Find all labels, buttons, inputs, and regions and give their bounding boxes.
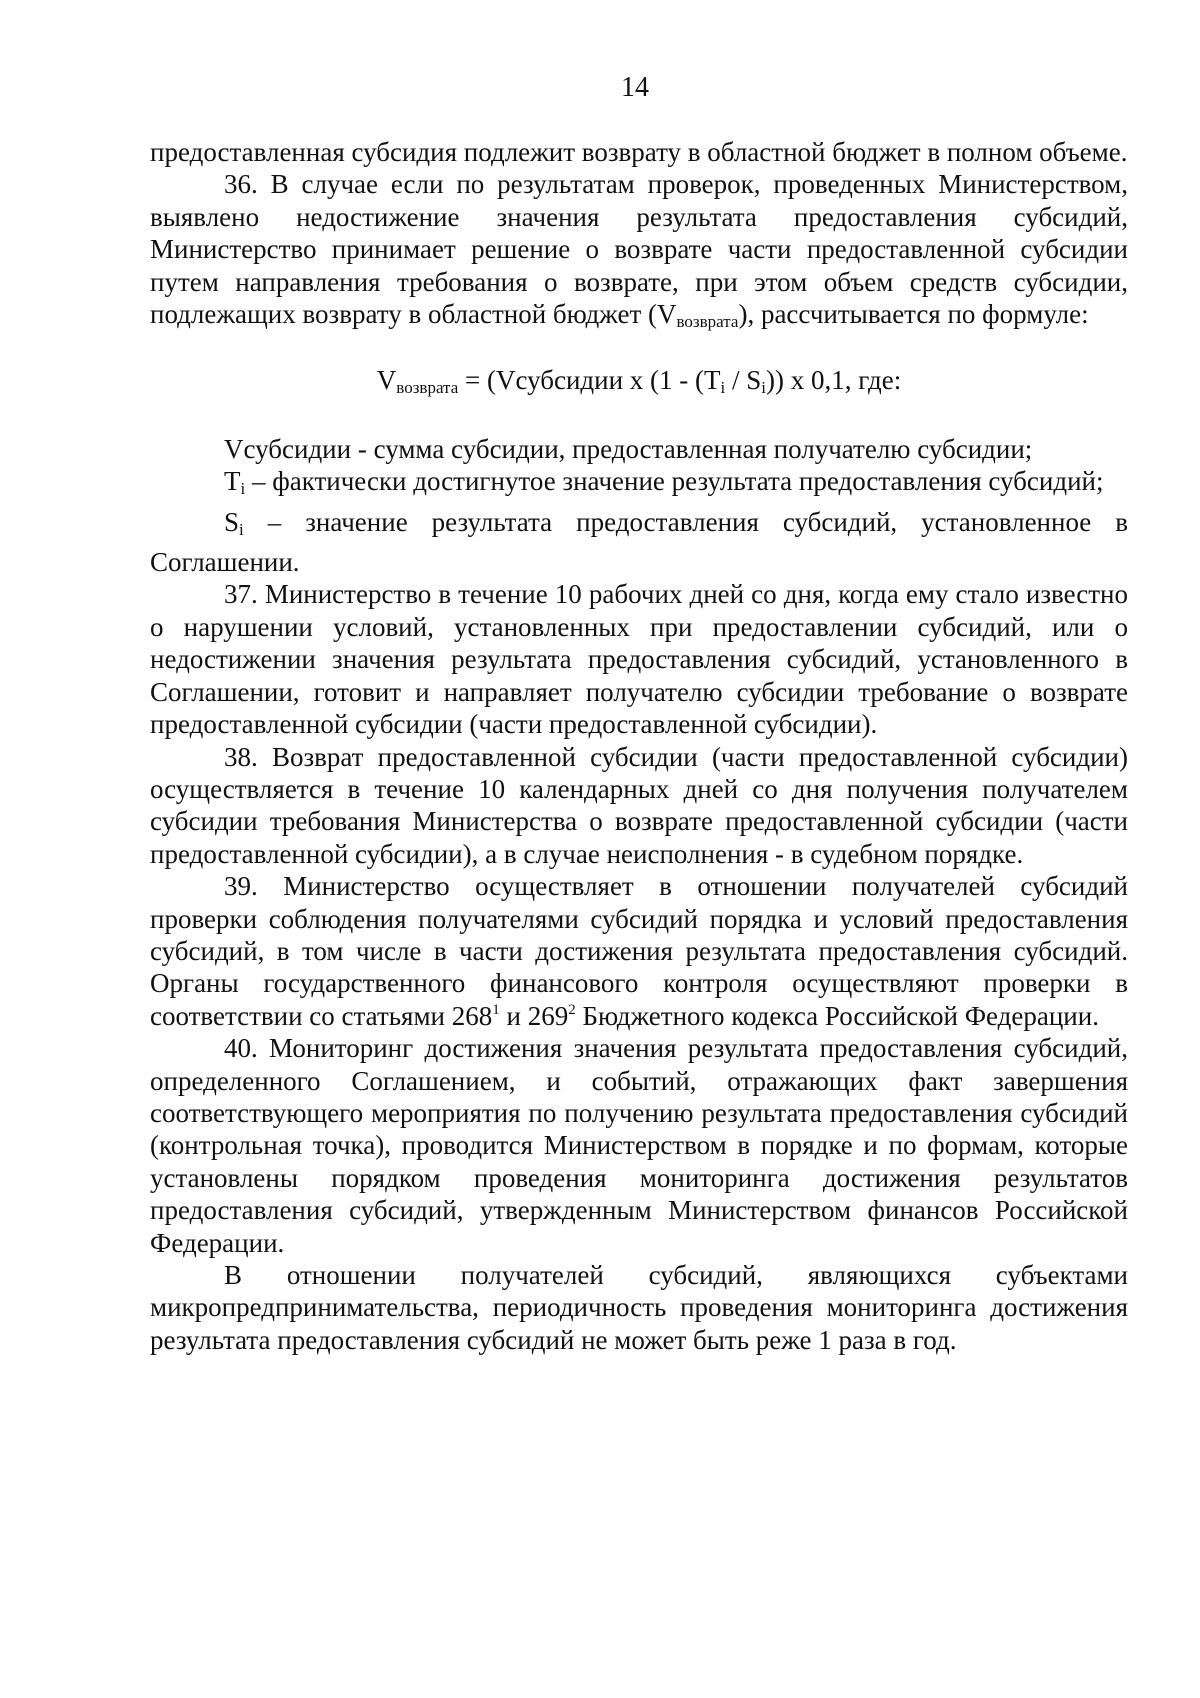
paragraph-38: 38. Возврат предоставленной субсидии (части предоставленной субсидии) осуществляется в течение 10 календарных дней со дня получения получателем субсидии требования Министерства о возврате предоставленной субсидии (части предоставленной субсидии), а в случае неисполнения - в судебном порядке. xyxy=(150,741,1128,869)
definition-s-symbol: S xyxy=(224,506,240,537)
definition-t-text: – фактически достигнутое значение результата предоставления субсидий; xyxy=(245,466,1104,497)
definition-t-symbol: T xyxy=(224,466,241,497)
definition-t-subscript: i xyxy=(240,479,246,499)
definition-s xyxy=(150,506,1128,579)
paragraph-40: 40. Мониторинг достижения значения результата предоставления субсидий, определенного Соглашением, и событий, отражающих факт завершения соответствующего мероприятия по получению результата предоставления субсидий (контрольная точка), проводится Министерством в порядке и по формам, которые установлены порядком проведения мониторинга достижения результатов предоставления субсидий, утвержденным Министерством финансов Российской Федерации. xyxy=(150,1033,1128,1258)
paragraph-39-text-before: 39. Министерство осуществляет в отношении получателей субсидий проверки соблюдения получателями субсидий порядка и условий предоставления субсидий, в том числе в части достижения результата предоставления субсидий. Органы государственного финансового контроля осуществляют проверки в соответствии со статьями 268 xyxy=(150,871,1128,1031)
paragraph-36-text-after: ), рассчитывается по формуле: xyxy=(738,299,1089,330)
paragraph-39 xyxy=(150,870,1128,1032)
page-number: 14 xyxy=(621,72,649,103)
paragraph-39-text-middle: и 269 xyxy=(499,1000,569,1031)
paragraph-36 xyxy=(150,168,1128,338)
formula-part3: )) x 0,1, где: xyxy=(766,365,902,396)
definition-s-text: – значение результата предоставления субсидий, установленное в Соглашении. xyxy=(150,506,1128,578)
paragraph-intro: предоставленная субсидия подлежит возврату в областной бюджет в полном объеме. xyxy=(150,137,1128,167)
formula-t-subscript: i xyxy=(720,378,726,398)
paragraph-36-text-before: 36. В случае если по результатам проверок, проведенных Министерством, выявлено недостижение значения результата предоставления субсидий, Министерство принимает решение о возврате части предоставленной субсидии путем направления требования о возврате, при этом объем средств субсидии, подлежащих возврату в областной бюджет (V xyxy=(150,169,1128,330)
paragraph-last: В отношении получателей субсидий, являющихся субъектами микропредпринимательства, периодичность проведения мониторинга достижения результата предоставления субсидий не может быть реже 1 раза в год. xyxy=(150,1260,1128,1355)
paragraph-37: 37. Министерство в течение 10 рабочих дней со дня, когда ему стало известно о нарушении условий, установленных при предоставлении субсидий, или о недостижении значения результата предоставления субсидий, установленного в Соглашении, готовит и направляет получателю субсидии требование о возврате предоставленной субсидии (части предоставленной субсидии). xyxy=(150,579,1128,740)
formula-part2: / S xyxy=(725,365,762,396)
definition-v: Vсубсидии - сумма субсидии, предоставленная получателю субсидии; xyxy=(224,433,1033,464)
definition-t xyxy=(150,465,1128,505)
formula-v-subscript: возврата xyxy=(396,378,459,398)
formula-v: V xyxy=(376,365,397,396)
document-body xyxy=(150,136,1128,1356)
paragraph-39-text-after: Бюджетного кодекса Российской Федерации. xyxy=(575,1000,1099,1031)
paragraph-39-superscript-2: 2 xyxy=(568,1001,576,1018)
formula-part1: = (Vсубсидии х (1 - (T xyxy=(458,365,721,396)
formula-s-subscript: i xyxy=(761,378,767,398)
formula xyxy=(150,364,1128,404)
definition-s-subscript: i xyxy=(239,519,244,539)
paragraph-39-superscript-1: 1 xyxy=(492,1001,500,1018)
paragraph-36-subscript: возврата xyxy=(676,312,739,332)
